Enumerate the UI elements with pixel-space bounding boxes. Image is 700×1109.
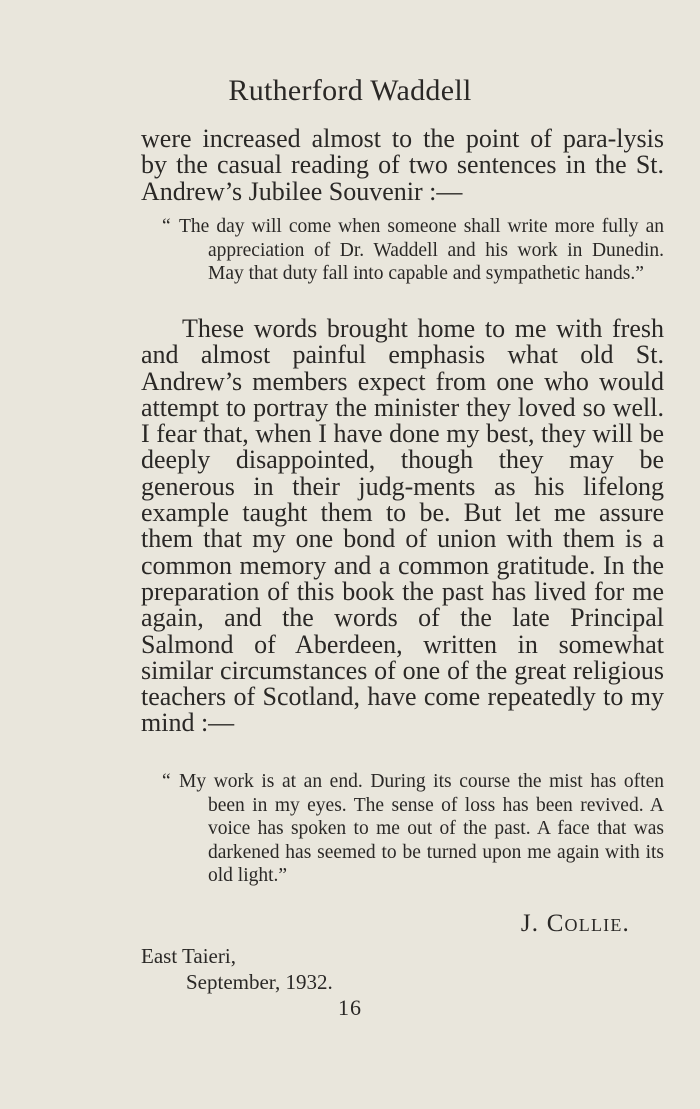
block-quote-1	[162, 215, 664, 286]
signature-surname: Collie.	[546, 910, 630, 937]
block-quote-2-text: My work is at an end. During its course the mist has often been in my eyes. The sense of loss has been revived. A voice has spoken to me out of the past. A face that was darkened has seemed to be turned upon me again with its old light.”	[179, 771, 664, 887]
paragraph-1: were increased almost to the point of para-lysis by the casual reading of two sentences in the St. Andrew’s Jubilee Souvenir :—	[141, 124, 664, 206]
quote-open-mark: “	[162, 771, 171, 792]
signature-initial: J.	[520, 910, 540, 937]
dateline-date: September, 1932.	[186, 970, 333, 994]
quote-open-mark: “	[162, 216, 171, 237]
paragraph-2: These words brought home to me with fresh and almost painful emphasis what old St. Andrew’s members expect from one who would attempt to portray the minister they loved so well. I fear that, when I have done my best, they will be deeply disappointed, though they may be generous in their judg-ments as his lifelong example taught them to be. But let me assure them that my one bond of union with them is a common memory and a common gratitude. In the preparation of this book the past has lived for me again, and the words of the late Principal Salmond of Aberdeen, written in somewhat similar circumstances of one of the great religious teachers of Scotland, have come repeatedly to my mind :—	[141, 314, 664, 738]
author-signature	[521, 910, 630, 938]
dateline	[141, 943, 333, 995]
dateline-place: East Taieri,	[141, 944, 236, 968]
block-quote-2	[162, 770, 664, 888]
block-quote-1-text: The day will come when someone shall write more fully an appreciation of Dr. Waddell and his work in Dunedin. May that duty fall into capable and sympathetic hands.”	[179, 216, 664, 285]
running-head: Rutherford Waddell	[228, 74, 472, 107]
page-number: 16	[338, 995, 362, 1020]
